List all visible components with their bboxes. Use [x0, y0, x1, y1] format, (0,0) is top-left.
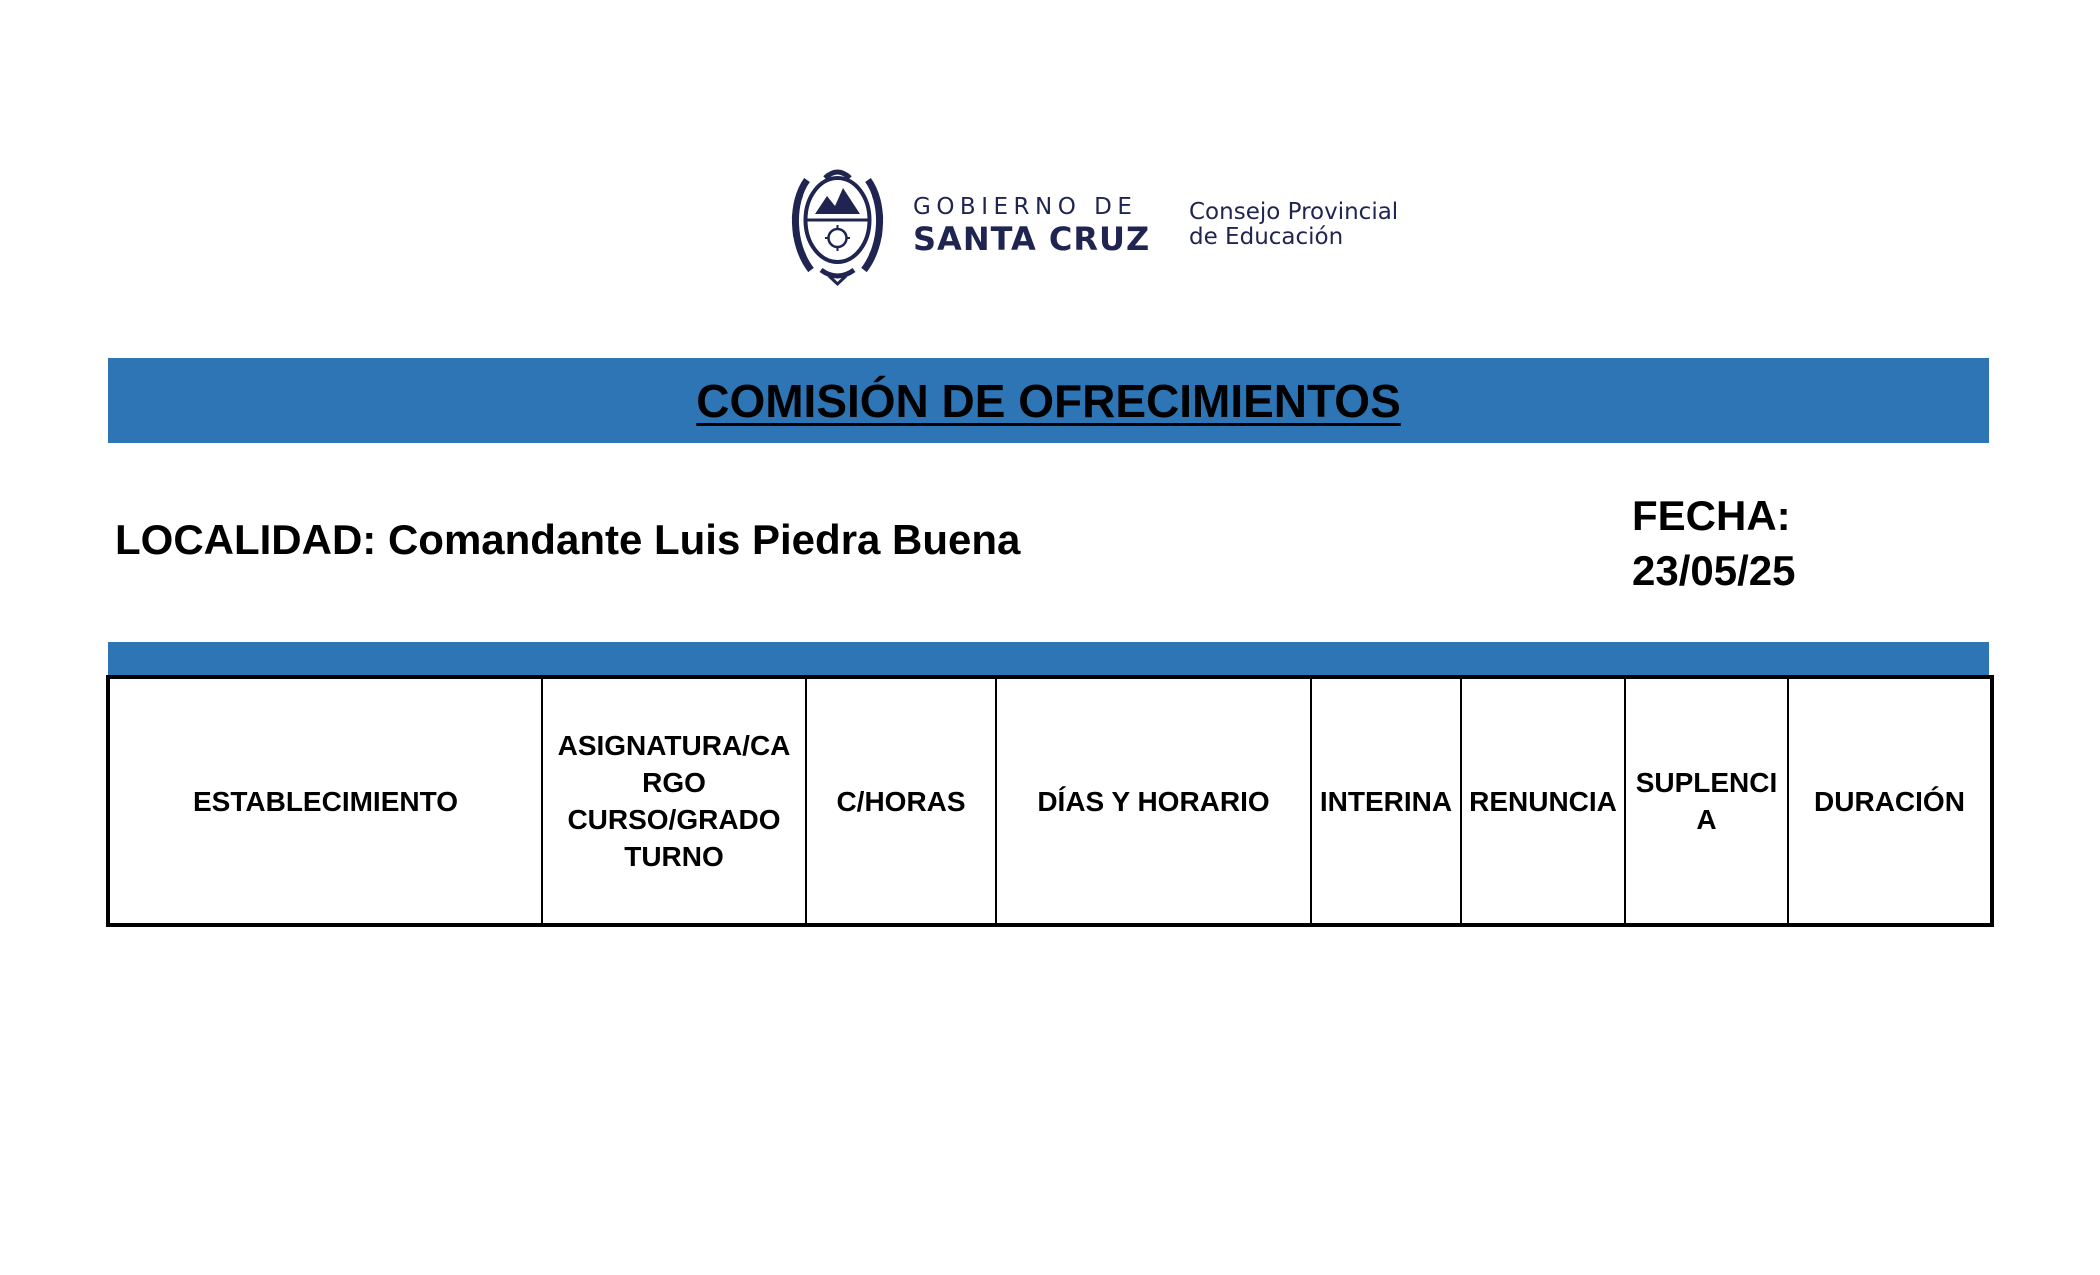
col-interina-label: INTERINA — [1319, 785, 1453, 817]
header-logo — [785, 158, 1425, 288]
col-duracion-label: DURACIÓN — [1814, 785, 1965, 817]
offers-table — [106, 675, 1994, 927]
col-suplencia-line2: A — [1696, 804, 1717, 835]
col-dias-horario — [996, 677, 1311, 925]
table-header-band — [108, 642, 1989, 676]
col-horas-label: C/HORAS — [836, 785, 966, 817]
date-block — [1632, 488, 1796, 598]
col-asignatura-line3: CURSO/GRADO — [567, 804, 781, 835]
col-suplencia-line1: SUPLENCI — [1635, 767, 1778, 798]
coat-of-arms-icon — [785, 158, 890, 288]
date-label: FECHA: — [1632, 492, 1791, 539]
col-establecimiento-label: ESTABLECIMIENTO — [193, 785, 458, 817]
col-horas — [806, 677, 996, 925]
col-asignatura — [542, 677, 806, 925]
title-banner — [108, 358, 1989, 443]
col-suplencia — [1625, 677, 1788, 925]
col-establecimiento — [108, 677, 542, 925]
col-interina — [1311, 677, 1461, 925]
locality-label: LOCALIDAD: Comandante Luis Piedra Buena — [115, 516, 1021, 563]
page-title: COMISIÓN DE OFRECIMIENTOS — [696, 374, 1401, 427]
col-asignatura-line1: ASIGNATURA/CA — [557, 730, 791, 761]
table-header-row — [108, 677, 1992, 925]
logo-government-label: GOBIERNO DE — [913, 194, 1138, 220]
col-renuncia-label: RENUNCIA — [1469, 785, 1617, 817]
col-asignatura-line2: RGO — [642, 767, 706, 798]
org-name-line2: de Educación — [1189, 224, 1344, 250]
col-duracion — [1788, 677, 1992, 925]
logo-province-label: SANTA CRUZ — [913, 220, 1151, 258]
col-renuncia — [1461, 677, 1625, 925]
date-value: 23/05/25 — [1632, 547, 1796, 594]
col-asignatura-line4: TURNO — [624, 841, 724, 872]
org-name-line1: Consejo Provincial — [1189, 199, 1399, 225]
col-dias-horario-label: DÍAS Y HORARIO — [1037, 785, 1270, 817]
